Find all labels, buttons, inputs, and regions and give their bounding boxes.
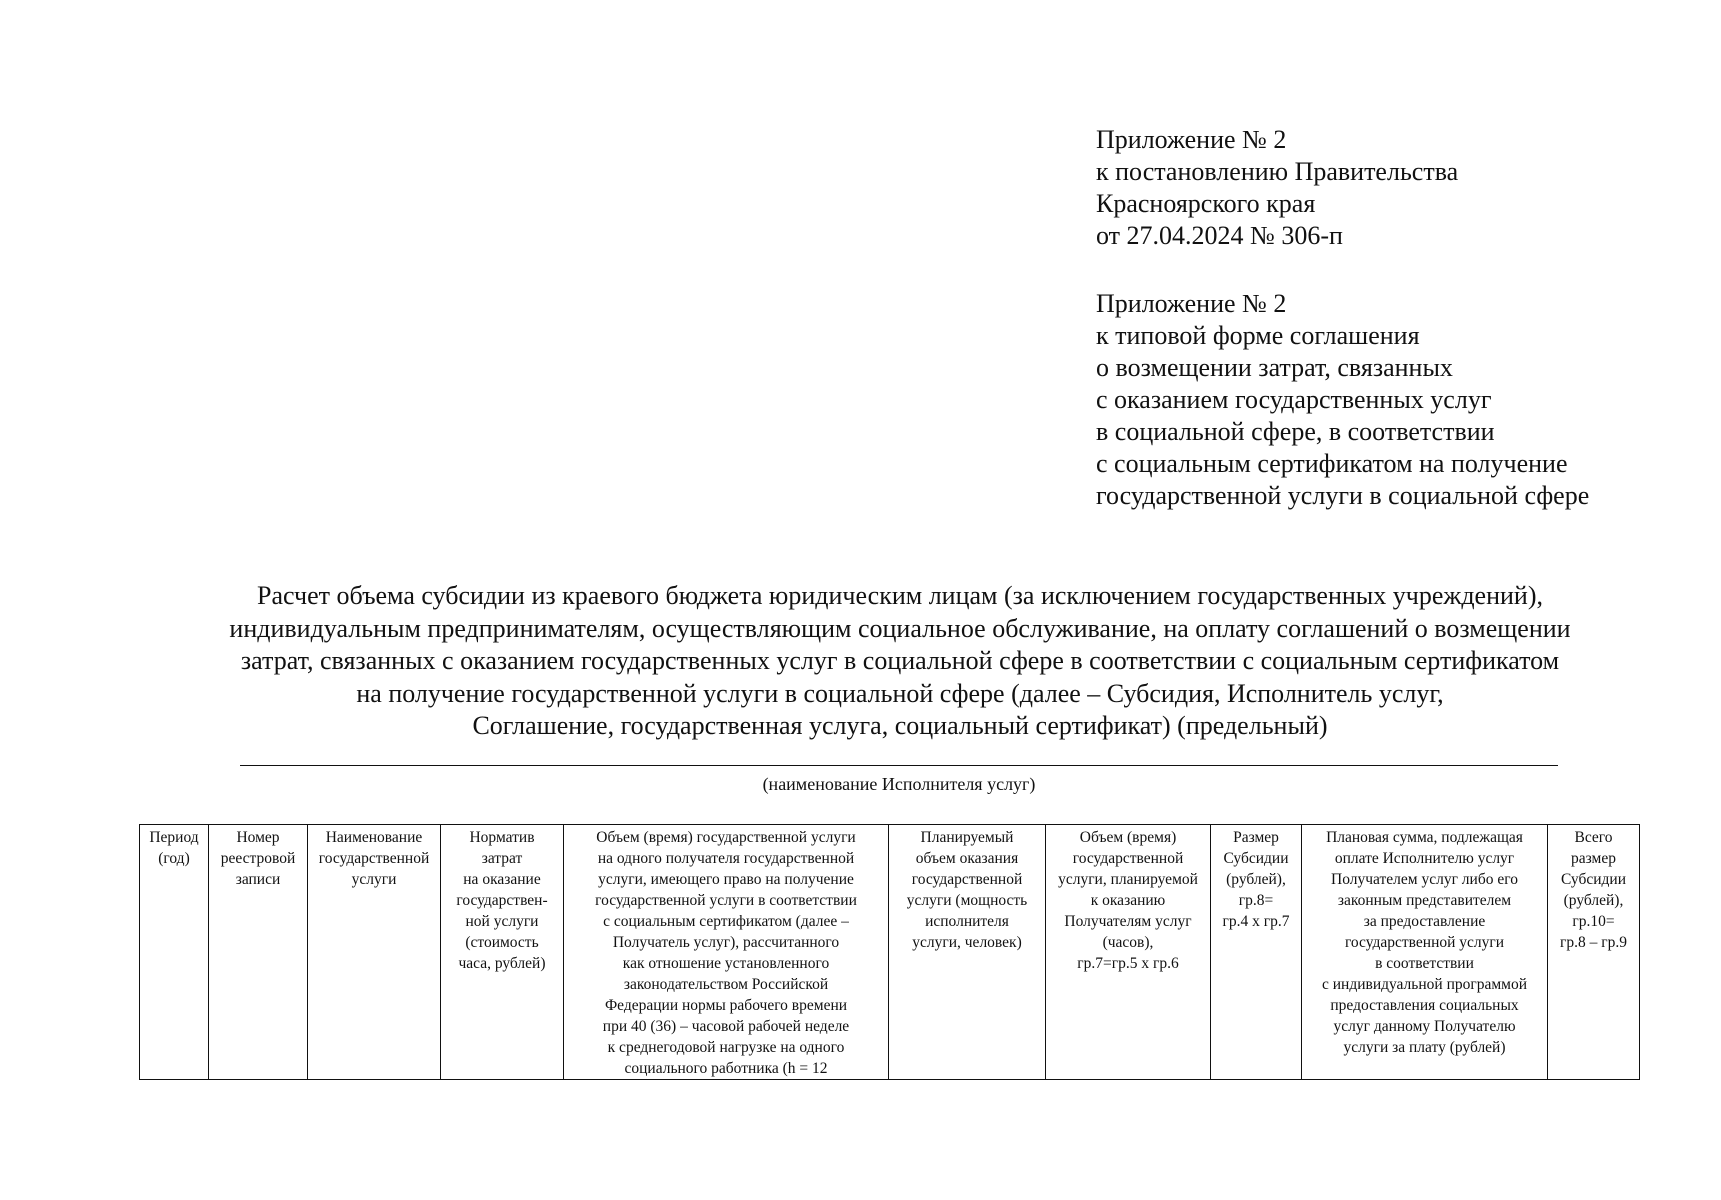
column-header-registry-number: Номер реестровой записи (209, 825, 308, 1080)
appendix-original-reference (1096, 288, 1589, 512)
appendix-line: в социальной сфере, в соответствии (1096, 417, 1495, 446)
appendix-line: с оказанием государственных услуг (1096, 385, 1492, 414)
column-header-planned-payment: Плановая сумма, подлежащая оплате Исполнителю услуг Получателем услуг либо его законным представителем за предоставление государственной услуги в соответствии с индивидуальной программой предоставления социальных услуг данному Получателю услуги за плату (рублей) (1302, 825, 1548, 1080)
column-header-planned-hours: Объем (время) государственной услуги, планируемой к оказанию Получателям услуг (часов), гр.7=гр.5 х гр.6 (1046, 825, 1211, 1080)
column-header-planned-volume: Планируемый объем оказания государственной услуги (мощность исполнителя услуги, человек) (889, 825, 1046, 1080)
subsidy-calculation-table (139, 824, 1640, 1080)
document-title (100, 580, 1700, 743)
title-line: Расчет объема субсидии из краевого бюджета юридическим лицам (за исключением государственных учреждений), (256, 581, 1543, 610)
column-header-cost-norm: Норматив затрат на оказание государствен- ной услуги (стоимость часа, рублей) (441, 825, 564, 1080)
column-header-subsidy-size: Размер Субсидии (рублей), гр.8= гр.4 х гр.7 (1211, 825, 1302, 1080)
title-line: индивидуальным предпринимателям, осуществляющим социальное обслуживание, на оплату соглашений о возмещении (229, 613, 1571, 643)
column-header-service-volume-per-recipient: Объем (время) государственной услуги на одного получателя государственной услуги, имеющего право на получение государственной услуги в соответствии с социальным сертификатом (далее – Получатель услуг), рассчитанного как отношение установленного законодательством Российской Федерации нормы рабочего времени при 40 (36) – часовой рабочей неделе к среднегодовой нагрузке на одного социального работника (h = 12 (564, 825, 889, 1080)
appendix-line: Приложение № 2 (1096, 125, 1287, 154)
appendix-line: к постановлению Правительства (1096, 157, 1459, 186)
title-line: Соглашение, государственная услуга, социальный сертификат) (предельный) (472, 711, 1328, 740)
appendix-line: с социальным сертификатом на получение (1096, 449, 1568, 478)
appendix-line: от 27.04.2024 № 306-п (1096, 221, 1343, 250)
provider-name-caption: (наименование Исполнителя услуг) (762, 774, 1036, 794)
column-header-period: Период (год) (140, 825, 209, 1080)
appendix-line: Красноярского края (1096, 189, 1316, 218)
table-header-row (140, 825, 1640, 1080)
appendix-line: к типовой форме соглашения (1096, 321, 1420, 350)
title-line: затрат, связанных с оказанием государственных услуг в социальной сфере в соответствии с социальным сертификатом (240, 646, 1560, 675)
column-header-service-name: Наименование государственной услуги (308, 825, 441, 1080)
title-line: на получение государственной услуги в социальной сфере (далее – Субсидия, Исполнитель услуг, (356, 678, 1444, 708)
appendix-line: о возмещении затрат, связанных (1096, 353, 1453, 382)
column-header-total-subsidy: Всего размер Субсидии (рублей), гр.10= гр.8 – гр.9 (1548, 825, 1640, 1080)
appendix-line: государственной услуги в социальной сфере (1096, 481, 1590, 510)
appendix-line: Приложение № 2 (1096, 289, 1287, 318)
appendix-current-reference (1096, 124, 1458, 252)
provider-name-line (240, 765, 1558, 766)
